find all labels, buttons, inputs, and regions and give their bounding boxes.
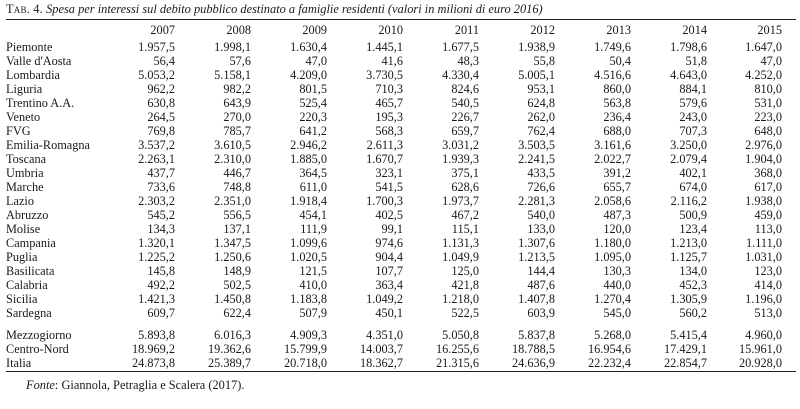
value-cell: 643,9 — [223, 96, 251, 110]
value-cell: 1.049,9 — [442, 250, 479, 264]
aggregate-row — [6, 342, 796, 356]
value-cell: 502,5 — [223, 278, 251, 292]
year-header: 2009 — [302, 23, 327, 37]
region-row — [6, 166, 796, 180]
value-cell: 270,0 — [223, 110, 251, 124]
value-cell: 611,0 — [299, 180, 327, 194]
value-cell: 16.255,6 — [435, 342, 479, 356]
value-cell: 1.938,0 — [745, 194, 782, 208]
value-cell: 556,5 — [223, 208, 251, 222]
value-cell: 4.209,0 — [290, 68, 327, 82]
value-cell: 2.116,2 — [670, 194, 707, 208]
value-cell: 264,5 — [147, 110, 175, 124]
value-cell: 540,5 — [451, 96, 479, 110]
row-label: Sicilia — [6, 292, 38, 306]
value-cell: 522,5 — [451, 306, 479, 320]
region-row — [6, 110, 796, 124]
value-cell: 655,7 — [603, 180, 631, 194]
value-cell: 1.099,6 — [290, 236, 327, 250]
row-header-cell — [6, 20, 112, 40]
value-cell: 1.998,1 — [214, 40, 251, 54]
value-cell: 6.016,3 — [214, 328, 251, 342]
region-row — [6, 180, 796, 194]
value-cell: 603,9 — [527, 306, 555, 320]
value-cell: 47,0 — [305, 54, 327, 68]
value-cell: 1.049,2 — [366, 292, 403, 306]
year-header: 2014 — [682, 23, 707, 37]
value-cell: 433,5 — [527, 166, 555, 180]
value-cell: 1.213,5 — [518, 250, 555, 264]
value-cell: 1.031,0 — [745, 250, 782, 264]
value-cell: 1.670,7 — [366, 152, 403, 166]
value-cell: 57,6 — [229, 54, 251, 68]
value-cell: 545,0 — [603, 306, 631, 320]
region-row — [6, 264, 796, 278]
value-cell: 762,4 — [527, 124, 555, 138]
row-label: Molise — [6, 222, 41, 236]
value-cell: 785,7 — [223, 124, 251, 138]
value-cell: 25.389,7 — [207, 356, 251, 370]
value-cell: 16.954,6 — [587, 342, 631, 356]
year-header: 2011 — [454, 23, 479, 37]
value-cell: 243,0 — [679, 110, 707, 124]
row-label: Lazio — [6, 194, 34, 208]
value-cell: 2.281,3 — [518, 194, 555, 208]
value-cell: 707,3 — [679, 124, 707, 138]
value-cell: 1.973,7 — [442, 194, 479, 208]
value-cell: 134,0 — [679, 264, 707, 278]
value-cell: 2.241,5 — [518, 152, 555, 166]
value-cell: 962,2 — [147, 82, 175, 96]
row-label: Piemonte — [6, 40, 53, 54]
value-cell: 2.946,2 — [290, 138, 327, 152]
source-note — [26, 378, 796, 393]
region-row — [6, 222, 796, 236]
row-label: Toscana — [6, 152, 47, 166]
value-cell: 123,4 — [679, 222, 707, 236]
value-cell: 137,1 — [223, 222, 251, 236]
region-row — [6, 250, 796, 264]
aggregate-row — [6, 356, 796, 370]
region-row — [6, 68, 796, 82]
value-cell: 624,8 — [527, 96, 555, 110]
value-cell: 769,8 — [147, 124, 175, 138]
value-cell: 51,8 — [685, 54, 707, 68]
value-cell: 41,6 — [381, 54, 403, 68]
spacer-cell — [6, 320, 796, 328]
value-cell: 14.003,7 — [359, 342, 403, 356]
value-cell: 1.125,7 — [670, 250, 707, 264]
table-figure — [6, 0, 796, 393]
bottom-rule — [6, 371, 796, 372]
value-cell: 21.315,6 — [435, 356, 479, 370]
value-cell: 904,4 — [375, 250, 403, 264]
value-cell: 2.611,3 — [366, 138, 403, 152]
value-cell: 1.798,6 — [670, 40, 707, 54]
value-cell: 641,2 — [299, 124, 327, 138]
value-cell: 121,5 — [299, 264, 327, 278]
value-cell: 22.854,7 — [663, 356, 707, 370]
value-cell: 2.351,0 — [214, 194, 251, 208]
value-cell: 19.362,6 — [207, 342, 251, 356]
value-cell: 2.310,0 — [214, 152, 251, 166]
value-cell: 1.131,3 — [442, 236, 479, 250]
value-cell: 726,6 — [527, 180, 555, 194]
value-cell: 20.928,0 — [738, 356, 782, 370]
value-cell: 1.305,9 — [670, 292, 707, 306]
value-cell: 18.788,5 — [511, 342, 555, 356]
value-cell: 1.320,1 — [138, 236, 175, 250]
row-label: Mezzogiorno — [6, 328, 72, 342]
value-cell: 1.630,4 — [290, 40, 327, 54]
value-cell: 375,1 — [451, 166, 479, 180]
value-cell: 4.252,0 — [745, 68, 782, 82]
value-cell: 50,4 — [609, 54, 631, 68]
value-cell: 1.095,0 — [594, 250, 631, 264]
value-cell: 1.450,8 — [214, 292, 251, 306]
value-cell: 410,0 — [299, 278, 327, 292]
value-cell: 226,7 — [451, 110, 479, 124]
value-cell: 467,2 — [451, 208, 479, 222]
value-cell: 3.031,2 — [442, 138, 479, 152]
value-cell: 1.904,0 — [745, 152, 782, 166]
source-text: : Giannola, Petraglia e Scalera (2017). — [54, 378, 245, 392]
value-cell: 3.730,5 — [366, 68, 403, 82]
year-header: 2012 — [530, 23, 555, 37]
value-cell: 560,2 — [679, 306, 707, 320]
value-cell: 2.303,2 — [138, 194, 175, 208]
value-cell: 1.749,6 — [594, 40, 631, 54]
value-cell: 513,0 — [754, 306, 782, 320]
value-cell: 1.183,8 — [290, 292, 327, 306]
row-label: Veneto — [6, 110, 41, 124]
value-cell: 579,6 — [679, 96, 707, 110]
region-row — [6, 236, 796, 250]
value-cell: 3.537,2 — [138, 138, 175, 152]
value-cell: 107,7 — [375, 264, 403, 278]
value-cell: 1.196,0 — [745, 292, 782, 306]
value-cell: 2.022,7 — [594, 152, 631, 166]
spacer-row — [6, 320, 796, 328]
value-cell: 402,5 — [375, 208, 403, 222]
value-cell: 1.250,6 — [214, 250, 251, 264]
value-cell: 563,8 — [603, 96, 631, 110]
value-cell: 507,9 — [299, 306, 327, 320]
value-cell: 1.957,5 — [138, 40, 175, 54]
value-cell: 4.516,6 — [594, 68, 631, 82]
region-row — [6, 278, 796, 292]
value-cell: 111,9 — [300, 222, 327, 236]
value-cell: 628,6 — [451, 180, 479, 194]
value-cell: 446,7 — [223, 166, 251, 180]
header-row — [6, 20, 796, 40]
row-label: Marche — [6, 180, 44, 194]
value-cell: 617,0 — [754, 180, 782, 194]
year-header: 2015 — [757, 23, 782, 37]
value-cell: 123,0 — [754, 264, 782, 278]
value-cell: 5.415,4 — [670, 328, 707, 342]
value-cell: 1.307,6 — [518, 236, 555, 250]
value-cell: 860,0 — [603, 82, 631, 96]
region-row — [6, 306, 796, 320]
value-cell: 440,0 — [603, 278, 631, 292]
value-cell: 454,1 — [299, 208, 327, 222]
value-cell: 3.610,5 — [214, 138, 251, 152]
value-cell: 113,0 — [754, 222, 782, 236]
value-cell: 4.351,0 — [366, 328, 403, 342]
value-cell: 4.960,0 — [745, 328, 782, 342]
value-cell: 1.218,0 — [442, 292, 479, 306]
value-cell: 974,6 — [375, 236, 403, 250]
region-rows — [6, 40, 796, 320]
value-cell: 5.005,1 — [518, 68, 555, 82]
value-cell: 437,7 — [147, 166, 175, 180]
value-cell: 609,7 — [147, 306, 175, 320]
row-label: Centro-Nord — [6, 342, 69, 356]
year-header: 2013 — [606, 23, 631, 37]
value-cell: 55,8 — [533, 54, 555, 68]
value-cell: 1.347,5 — [214, 236, 251, 250]
value-cell: 688,0 — [603, 124, 631, 138]
data-table — [6, 20, 796, 370]
value-cell: 5.050,8 — [442, 328, 479, 342]
value-cell: 492,2 — [147, 278, 175, 292]
value-cell: 24.873,8 — [131, 356, 175, 370]
value-cell: 4.909,3 — [290, 328, 327, 342]
value-cell: 545,2 — [147, 208, 175, 222]
value-cell: 56,4 — [153, 54, 175, 68]
row-label: Liguria — [6, 82, 43, 96]
value-cell: 4.330,4 — [442, 68, 479, 82]
region-row — [6, 194, 796, 208]
value-cell: 130,3 — [603, 264, 631, 278]
value-cell: 2.976,0 — [745, 138, 782, 152]
value-cell: 459,0 — [754, 208, 782, 222]
region-row — [6, 292, 796, 306]
region-row — [6, 152, 796, 166]
value-cell: 465,7 — [375, 96, 403, 110]
value-cell: 733,6 — [147, 180, 175, 194]
row-label: Puglia — [6, 250, 38, 264]
value-cell: 4.643,0 — [670, 68, 707, 82]
value-cell: 24.636,9 — [511, 356, 555, 370]
value-cell: 1.421,3 — [138, 292, 175, 306]
value-cell: 391,2 — [603, 166, 631, 180]
value-cell: 953,1 — [527, 82, 555, 96]
value-cell: 452,3 — [679, 278, 707, 292]
aggregate-row — [6, 328, 796, 342]
row-label: Lombardia — [6, 68, 60, 82]
value-cell: 145,8 — [147, 264, 175, 278]
value-cell: 414,0 — [754, 278, 782, 292]
value-cell: 1.445,1 — [366, 40, 403, 54]
year-header: 2007 — [150, 23, 175, 37]
row-label: Basilicata — [6, 264, 55, 278]
value-cell: 47,0 — [760, 54, 782, 68]
row-label: Campania — [6, 236, 56, 250]
row-label: FVG — [6, 124, 31, 138]
value-cell: 1.938,9 — [518, 40, 555, 54]
region-row — [6, 208, 796, 222]
value-cell: 748,8 — [223, 180, 251, 194]
value-cell: 1.885,0 — [290, 152, 327, 166]
value-cell: 1.647,0 — [745, 40, 782, 54]
value-cell: 1.700,3 — [366, 194, 403, 208]
value-cell: 659,7 — [451, 124, 479, 138]
value-cell: 133,0 — [527, 222, 555, 236]
value-cell: 1.180,0 — [594, 236, 631, 250]
value-cell: 22.232,4 — [587, 356, 631, 370]
value-cell: 5.268,0 — [594, 328, 631, 342]
value-cell: 674,0 — [679, 180, 707, 194]
value-cell: 2.079,4 — [670, 152, 707, 166]
value-cell: 15.961,0 — [738, 342, 782, 356]
value-cell: 402,1 — [679, 166, 707, 180]
value-cell: 1.939,3 — [442, 152, 479, 166]
value-cell: 368,0 — [754, 166, 782, 180]
row-label: Valle d'Aosta — [6, 54, 72, 68]
value-cell: 5.158,1 — [214, 68, 251, 82]
value-cell: 648,0 — [754, 124, 782, 138]
value-cell: 18.969,2 — [131, 342, 175, 356]
value-cell: 525,4 — [299, 96, 327, 110]
region-row — [6, 40, 796, 54]
row-label: Emilia-Romagna — [6, 138, 91, 152]
value-cell: 1.111,0 — [746, 236, 782, 250]
value-cell: 810,0 — [754, 82, 782, 96]
value-cell: 710,3 — [375, 82, 403, 96]
value-cell: 3.161,6 — [594, 138, 631, 152]
value-cell: 115,1 — [451, 222, 479, 236]
year-header: 2010 — [378, 23, 403, 37]
row-label: Calabria — [6, 278, 48, 292]
value-cell: 421,8 — [451, 278, 479, 292]
value-cell: 2.058,6 — [594, 194, 631, 208]
value-cell: 120,0 — [603, 222, 631, 236]
value-cell: 220,3 — [299, 110, 327, 124]
value-cell: 824,6 — [451, 82, 479, 96]
value-cell: 1.677,5 — [442, 40, 479, 54]
row-label: Italia — [6, 356, 32, 370]
region-row — [6, 124, 796, 138]
value-cell: 5.837,8 — [518, 328, 555, 342]
value-cell: 17.429,1 — [663, 342, 707, 356]
value-cell: 144,4 — [527, 264, 555, 278]
region-row — [6, 138, 796, 152]
table-caption — [6, 0, 796, 19]
value-cell: 487,3 — [603, 208, 631, 222]
value-cell: 500,9 — [679, 208, 707, 222]
value-cell: 487,6 — [527, 278, 555, 292]
value-cell: 148,9 — [223, 264, 251, 278]
table-number: Tab. 4. — [6, 2, 43, 16]
value-cell: 540,0 — [527, 208, 555, 222]
region-row — [6, 82, 796, 96]
value-cell: 15.799,9 — [283, 342, 327, 356]
value-cell: 223,0 — [754, 110, 782, 124]
value-cell: 48,3 — [457, 54, 479, 68]
value-cell: 99,1 — [381, 222, 403, 236]
value-cell: 2.263,1 — [138, 152, 175, 166]
region-row — [6, 96, 796, 110]
value-cell: 568,3 — [375, 124, 403, 138]
value-cell: 1.225,2 — [138, 250, 175, 264]
value-cell: 20.718,0 — [283, 356, 327, 370]
value-cell: 5.053,2 — [138, 68, 175, 82]
value-cell: 236,4 — [603, 110, 631, 124]
row-label: Abruzzo — [6, 208, 49, 222]
value-cell: 982,2 — [223, 82, 251, 96]
value-cell: 1.918,4 — [290, 194, 327, 208]
aggregate-rows — [6, 320, 796, 370]
value-cell: 195,3 — [375, 110, 403, 124]
value-cell: 531,0 — [754, 96, 782, 110]
value-cell: 3.250,0 — [670, 138, 707, 152]
year-header: 2008 — [226, 23, 251, 37]
value-cell: 1.020,5 — [290, 250, 327, 264]
value-cell: 363,4 — [375, 278, 403, 292]
value-cell: 450,1 — [375, 306, 403, 320]
row-label: Trentino A.A. — [6, 96, 75, 110]
value-cell: 622,4 — [223, 306, 251, 320]
value-cell: 884,1 — [679, 82, 707, 96]
value-cell: 364,5 — [299, 166, 327, 180]
value-cell: 3.503,5 — [518, 138, 555, 152]
table-title: Spesa per interessi sul debito pubblico destinato a famiglie residenti (valori in milioni di euro 2016) — [46, 2, 543, 16]
value-cell: 262,0 — [527, 110, 555, 124]
row-label: Sardegna — [6, 306, 52, 320]
value-cell: 323,1 — [375, 166, 403, 180]
value-cell: 5.893,8 — [138, 328, 175, 342]
value-cell: 125,0 — [451, 264, 479, 278]
value-cell: 18.362,7 — [359, 356, 403, 370]
value-cell: 1.270,4 — [594, 292, 631, 306]
region-row — [6, 54, 796, 68]
value-cell: 1.407,8 — [518, 292, 555, 306]
source-label: Fonte — [26, 378, 55, 392]
value-cell: 630,8 — [147, 96, 175, 110]
value-cell: 801,5 — [299, 82, 327, 96]
value-cell: 134,3 — [147, 222, 175, 236]
row-label: Umbria — [6, 166, 44, 180]
value-cell: 541,5 — [375, 180, 403, 194]
value-cell: 1.213,0 — [670, 236, 707, 250]
